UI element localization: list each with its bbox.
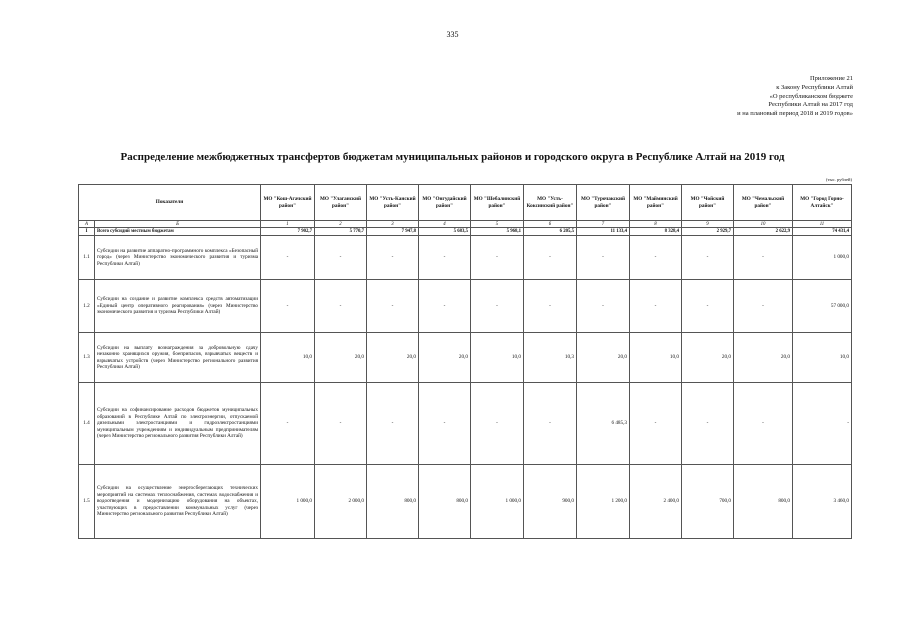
cell-value: 20,0 [367,333,419,383]
row-number: 1.4 [79,383,95,465]
cell-value: - [471,383,524,465]
column-number: 5 [471,221,524,228]
cell-value: 1 000,0 [471,465,524,539]
cell-value: - [682,280,734,333]
table-row [79,333,852,383]
cell-value: - [367,383,419,465]
cell-value: 10,0 [630,333,682,383]
column-header-city: МО "Город Горно-Алтайск" [793,185,852,221]
total-value: 2 929,7 [682,228,734,236]
column-number: 2 [315,221,367,228]
cell-value: - [524,236,577,280]
row-number: 1.2 [79,280,95,333]
appendix-line: и на плановый период 2018 и 2019 годов» [737,110,853,118]
cell-value: 3 460,0 [793,465,852,539]
total-value: 5 968,1 [471,228,524,236]
total-value: 5 770,7 [315,228,367,236]
column-number: 7 [577,221,630,228]
cell-value: 800,0 [419,465,471,539]
cell-value: - [261,280,315,333]
column-header-district: МО "Шебалинский район" [471,185,524,221]
column-number: 3 [367,221,419,228]
cell-value: - [734,383,793,465]
cell-value: 1 200,0 [577,465,630,539]
cell-value: - [471,236,524,280]
row-description: Субсидии на софинансирование расходов бюджетов муниципальных образований в Республике Алтай по электроэнергии, отпускаемой дизельными электростанциями и гидроэлектростанциями муниципальным учреждениям и индивидуальным предпринимателям (через Министерство регионального развития Республики Алтай) [95,383,261,465]
cell-value: - [419,383,471,465]
cell-value: 2 000,0 [315,465,367,539]
row-description: Субсидии на выплату вознаграждения за добровольную сдачу незаконно хранящихся оружия, боеприпасов, взрывчатых веществ и взрывчатых устройств (через Министерство регионального развития Республики Алтай) [95,333,261,383]
transfers-table [78,184,852,539]
column-number: 11 [793,221,852,228]
cell-value: - [577,280,630,333]
cell-value: - [315,236,367,280]
cell-value: - [793,383,852,465]
cell-value: 700,0 [682,465,734,539]
cell-value: - [419,236,471,280]
table-row [79,236,852,280]
cell-value: 20,0 [419,333,471,383]
cell-value: - [682,236,734,280]
cell-value: 1 000,0 [793,236,852,280]
cell-value: - [471,280,524,333]
cell-value: 900,0 [524,465,577,539]
column-header-district: МО "Кош-Агачский район" [261,185,315,221]
column-number: 1 [261,221,315,228]
document-title: Распределение межбюджетных трансфертов бюджетам муниципальных районов и городского округа в Республике Алтай на 2019 год [120,151,785,163]
table-row [79,383,852,465]
cell-value: - [524,383,577,465]
cell-value: 20,0 [734,333,793,383]
cell-value: - [682,383,734,465]
cell-value: 1 000,0 [261,465,315,539]
cell-value: 800,0 [734,465,793,539]
cell-value: - [734,236,793,280]
column-number: 8 [630,221,682,228]
column-header-indicators: Показатели [79,185,261,221]
cell-value: - [630,280,682,333]
appendix-line: «О республиканском бюджете [769,92,853,100]
cell-value: - [261,383,315,465]
cell-value: - [261,236,315,280]
column-header-district: МО "Майминский район" [630,185,682,221]
total-row [79,228,852,236]
table-row [79,280,852,333]
column-number: 4 [419,221,471,228]
row-number: 1.3 [79,333,95,383]
cell-value: 20,0 [682,333,734,383]
total-value: 2 622,9 [734,228,793,236]
row-description: Субсидии на развитие аппаратно-программного комплекса «Безопасный город» (через Министерство экономического развития и туризма Республики Алтай) [95,236,261,280]
cell-value: 10,0 [471,333,524,383]
column-number: 10 [734,221,793,228]
appendix-line: Республики Алтай на 2017 год [768,101,853,109]
column-number-row [79,221,852,228]
cell-value: 10,0 [261,333,315,383]
header-row [79,185,852,221]
total-value: 5 683,5 [419,228,471,236]
column-header-district: МО "Улаганский район" [315,185,367,221]
column-header-district: МО "Онгудайский район" [419,185,471,221]
page-number: 335 [446,30,459,39]
total-value: 8 328,4 [630,228,682,236]
column-header-district: МО "Усть-Канский район" [367,185,419,221]
appendix-line: к Закону Республики Алтай [776,83,853,91]
cell-value: - [367,236,419,280]
cell-value: 2 400,0 [630,465,682,539]
row-number: 1.5 [79,465,95,539]
cell-value: 10,3 [524,333,577,383]
total-value: 11 133,4 [577,228,630,236]
cell-value: 6 485,3 [577,383,630,465]
units-label: (тыс. рублей) [826,177,852,182]
table-row [79,465,852,539]
cell-value: - [367,280,419,333]
row-description: Субсидии на осуществление энергосберегающих технических мероприятий на системах теплоснабжения, системах водоснабжения и водоотведения и модернизацию оборудования на объектах, участвующих в предоставлении коммунальных услуг (через Министерство регионального развития Республики Алтай) [95,465,261,539]
cell-value: - [419,280,471,333]
cell-value: - [734,280,793,333]
cell-value: - [577,236,630,280]
cell-value: - [315,280,367,333]
total-value: 6 205,5 [524,228,577,236]
column-header-district: МО "Чойский район" [682,185,734,221]
column-number: 9 [682,221,734,228]
appendix-note [737,75,853,119]
cell-value: 10,0 [793,333,852,383]
row-description: Субсидии на создание и развитие комплекса средств автоматизации «Единый центр оперативного реагирования» (через Министерство экономического развития и туризма Республики Алтай) [95,280,261,333]
column-number: А [79,221,95,228]
cell-value: 20,0 [315,333,367,383]
total-value: 74 431,4 [793,228,852,236]
total-label: Всего субсидий местным бюджетам [95,228,261,236]
column-header-district: МО "Усть-Коксинский район" [524,185,577,221]
total-value: 7 947,8 [367,228,419,236]
total-value: 7 902,7 [261,228,315,236]
column-header-district: МО "Чемальский район" [734,185,793,221]
cell-value: 800,0 [367,465,419,539]
row-number: I [79,228,95,236]
cell-value: - [524,280,577,333]
cell-value: - [315,383,367,465]
appendix-line: Приложение 21 [809,75,853,82]
cell-value: - [630,236,682,280]
column-number: Б [95,221,261,228]
row-number: 1.1 [79,236,95,280]
column-number: 6 [524,221,577,228]
cell-value: 20,0 [577,333,630,383]
cell-value: - [630,383,682,465]
column-header-district: МО "Турочакский район" [577,185,630,221]
cell-value: 57 000,0 [793,280,852,333]
